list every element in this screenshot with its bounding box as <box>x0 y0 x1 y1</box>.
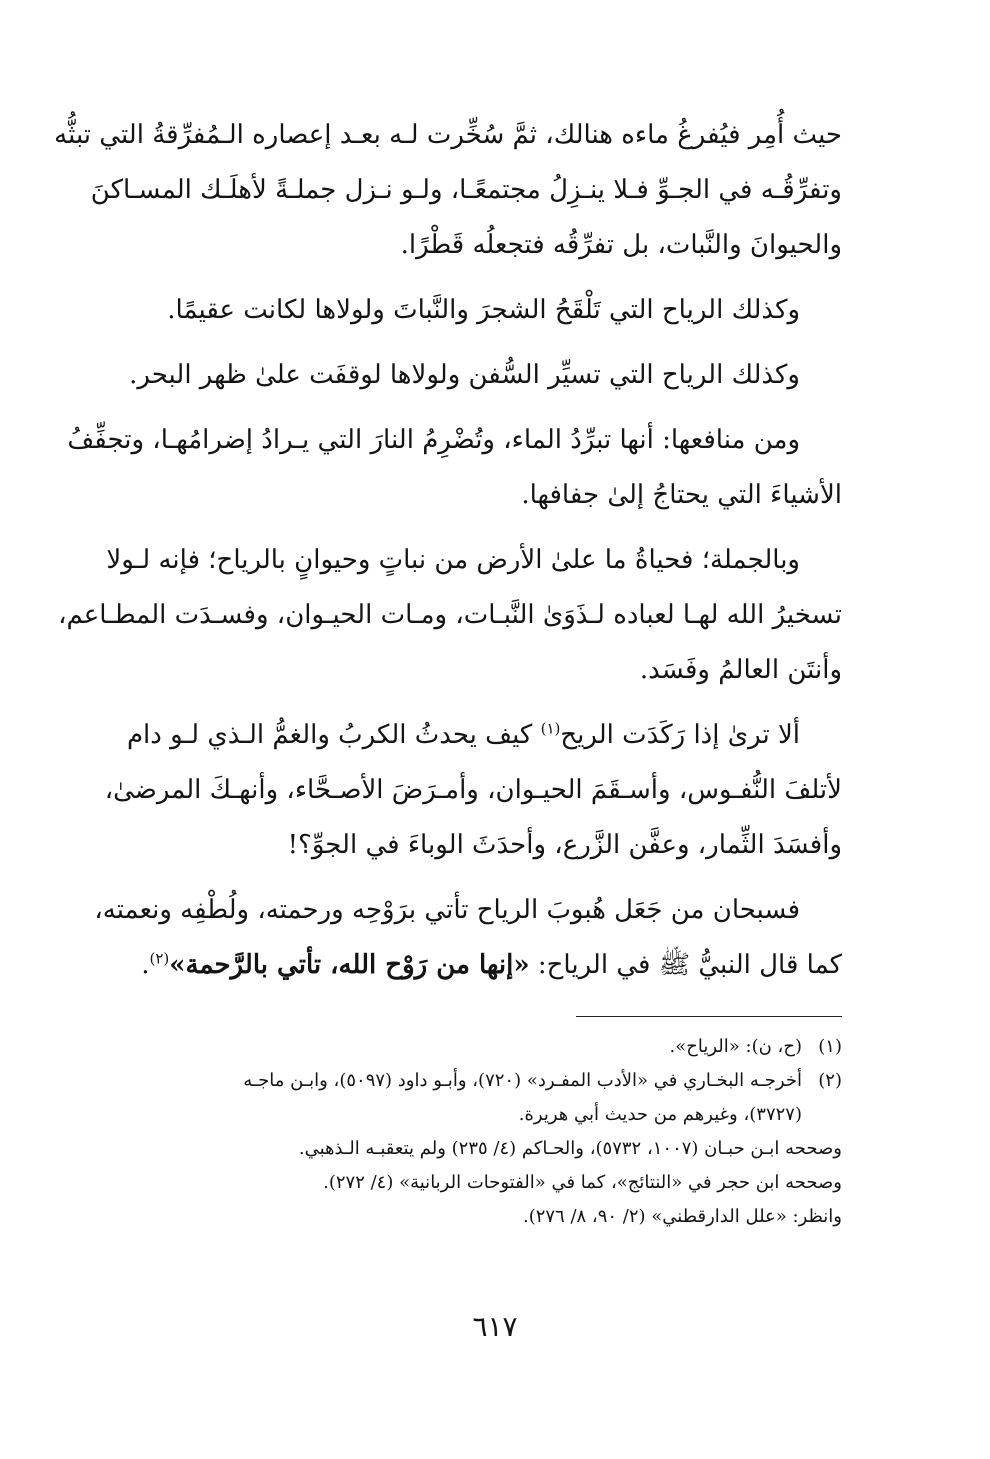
text-line: الأشياءَ التي يحتاجُ إلىٰ جفافها. <box>521 480 842 510</box>
paragraph-6 <box>104 708 842 873</box>
text-segment: كما قال النبيُّ ﷺ في الرياح: <box>529 950 842 980</box>
footnote-text: أخرجـه البخـاري في «الأدب المفـرد» (٧٢٠)، وأبـو داود (٥٠٩٧)، وابـن ماجـه <box>243 1070 802 1091</box>
paragraph-1 <box>54 108 842 273</box>
text-segment: كيف يحدثُ الكربُ والغمُّ الـذي لـو دام <box>126 720 541 750</box>
text-line: ومن منافعها: أنها تبرِّدُ الماء، وتُضْرِمُ النارَ التي يـرادُ إضرامُهـا، وتجفِّفُ <box>67 425 800 455</box>
paragraph-3 <box>129 348 842 403</box>
footnote-reference[interactable]: (٢) <box>149 949 170 968</box>
footnote-separator <box>576 1016 842 1017</box>
footnote-number: (٢) <box>818 1070 842 1091</box>
hadith-quote: «إنها من رَوْح الله، تأتي بالرَّحمة» <box>169 950 530 980</box>
paragraph-4 <box>67 413 842 523</box>
text-segment: ألا ترىٰ إذا رَكَدَت الريح <box>560 720 800 750</box>
paragraph-2 <box>142 283 842 338</box>
footnote-text: (٣٧٢٧)، وغيرهم من حديث أبي هريرة. <box>518 1104 802 1125</box>
text-line: وبالجملة؛ فحياةُ ما علىٰ الأرض من نباتٍ وحيوانٍ بالرياح؛ فإنه لـولا <box>106 545 800 575</box>
paragraph-7 <box>94 883 842 993</box>
text-line: وأفسَدَ الثِّمار، وعفَّن الزَّرع، وأحدَثَ الوباءَ في الجوِّ؟! <box>287 830 842 860</box>
page-number: ٦١٧ <box>472 1310 518 1343</box>
text-line: وأنتَن العالمُ وفَسَد. <box>639 655 842 685</box>
text-segment: . <box>141 950 150 980</box>
text-line: وكذلك الرياح التي تسيِّر السُّفن ولولاها لوقفَت علىٰ ظهر البحر. <box>129 360 800 390</box>
text-line: وتفرِّقُـه في الجـوِّ فـلا ينـزِلُ مجتمعًـا، ولـو نـزل جملـةً لأهلَـك المسـاكنَ <box>90 175 842 205</box>
main-text <box>54 108 842 1003</box>
footnote-reference[interactable]: (١) <box>540 719 561 738</box>
footnotes <box>142 1030 842 1234</box>
footnote-text: (ح، ن): «الرياح». <box>669 1036 802 1057</box>
footnote-text: وصححه ابـن حبـان (١٠٠٧، ٥٧٣٢)، والحـاكم (٤/ ٢٣٥) ولم يتعقبـه الـذهبي. <box>298 1138 842 1159</box>
footnote-1 <box>142 1030 842 1064</box>
text-line <box>142 938 842 993</box>
text-line <box>126 708 842 763</box>
text-line: لأتلفَ النُّفـوس، وأسـقَمَ الحيـوان، وأمـرَضَ الأصـحَّاء، وأنهـكَ المرضىٰ، <box>104 775 842 805</box>
text-line: فسبحان من جَعَل هُبوبَ الرياح تأتي برَوْحِه ورحمته، ولُطْفِه ونعمته، <box>94 895 800 925</box>
footnote-text: وانظر: «علل الدارقطني» (٢/ ٩٠، ٨/ ٢٧٦). <box>522 1206 842 1227</box>
footnote-2 <box>142 1064 842 1098</box>
footnote-number: (١) <box>818 1036 842 1057</box>
footnote-text: وصححه ابن حجر في «النتائج»، كما في «الفتوحات الربانية» (٤/ ٢٧٢). <box>323 1172 842 1193</box>
paragraph-5 <box>58 533 842 698</box>
text-line: حيث أُمِر فيُفرغُ ماءه هنالك، ثمَّ سُخِّرت لـه بعـد إعصاره الـمُفرِّقةُ التي تبثُّه <box>54 120 842 150</box>
text-line: والحيوانَ والنَّبات، بل تفرِّقُه فتجعلُه قَطْرًا. <box>400 230 842 260</box>
text-line: تسخيرُ الله لهـا لعباده لـذَوَىٰ النَّبـات، ومـات الحيـوان، وفسـدَت المطـاعم، <box>58 600 842 630</box>
text-line: وكذلك الرياح التي تَلْقَحُ الشجرَ والنَّباتَ ولولاها لكانت عقيمًا. <box>167 295 800 325</box>
